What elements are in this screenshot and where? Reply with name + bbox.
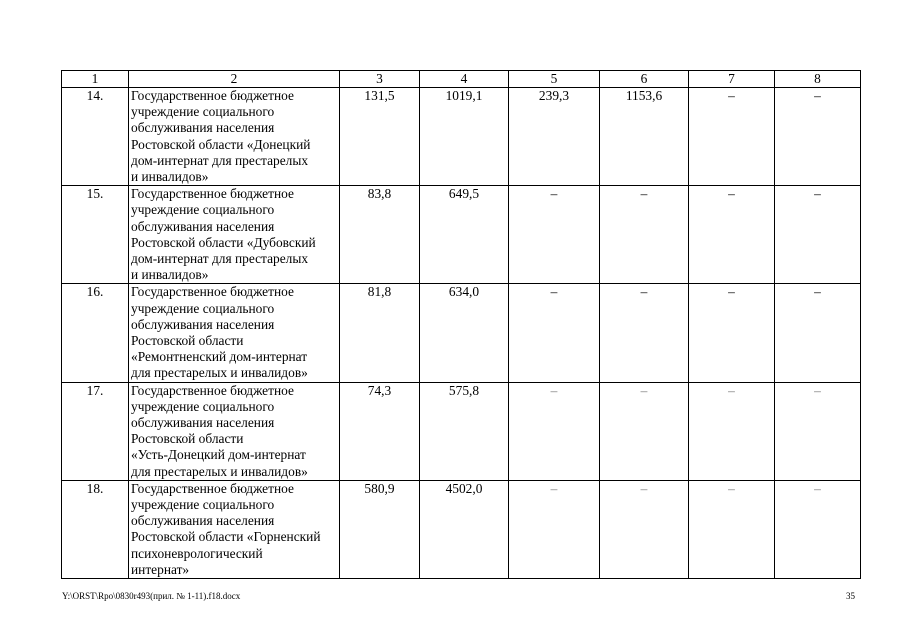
table-row [62,480,861,578]
cell-col-4: 1019,1 [420,88,509,186]
row-number: 16. [62,284,129,382]
cell-col-8: – [775,382,861,480]
table-row [62,88,861,186]
institution-name: Государственное бюджетное учреждение социального обслуживания населения Ростовской области «Дубовский дом-интернат для престарелых и инвалидов» [129,186,340,284]
cell-col-6: 1153,6 [600,88,689,186]
cell-col-6: – [600,480,689,578]
column-header: 4 [420,71,509,88]
cell-col-5: – [509,382,600,480]
institution-name: Государственное бюджетное учреждение социального обслуживания населения Ростовской области «Горненский психоневрологический интернат» [129,480,340,578]
row-number: 17. [62,382,129,480]
institution-name: Государственное бюджетное учреждение социального обслуживания населения Ростовской области «Донецкий дом-интернат для престарелых и инвалидов» [129,88,340,186]
cell-col-5: – [509,284,600,382]
page-number: 35 [846,591,855,601]
cell-col-7: – [689,480,775,578]
cell-col-3: 83,8 [340,186,420,284]
column-header: 6 [600,71,689,88]
cell-col-3: 74,3 [340,382,420,480]
column-header: 5 [509,71,600,88]
cell-col-6: – [600,382,689,480]
cell-col-4: 649,5 [420,186,509,284]
cell-col-6: – [600,186,689,284]
table-row [62,382,861,480]
column-header: 2 [129,71,340,88]
cell-col-8: – [775,88,861,186]
cell-col-7: – [689,186,775,284]
cell-col-7: – [689,382,775,480]
column-number-row [62,71,861,88]
cell-col-4: 634,0 [420,284,509,382]
cell-col-5: – [509,480,600,578]
cell-col-7: – [689,88,775,186]
cell-col-7: – [689,284,775,382]
row-number: 18. [62,480,129,578]
data-table [61,70,861,579]
cell-col-3: 131,5 [340,88,420,186]
table-row [62,186,861,284]
column-header: 8 [775,71,861,88]
cell-col-5: 239,3 [509,88,600,186]
column-header: 1 [62,71,129,88]
cell-col-8: – [775,480,861,578]
cell-col-3: 81,8 [340,284,420,382]
row-number: 14. [62,88,129,186]
cell-col-8: – [775,284,861,382]
cell-col-4: 4502,0 [420,480,509,578]
file-path-footer: Y:\ORST\Rpo\0830r493(прил. № 1-11).f18.docx [62,591,241,601]
cell-col-8: – [775,186,861,284]
cell-col-4: 575,8 [420,382,509,480]
column-header: 7 [689,71,775,88]
institution-name: Государственное бюджетное учреждение социального обслуживания населения Ростовской области «Ремонтненский дом-интернат для престарелых и инвалидов» [129,284,340,382]
cell-col-3: 580,9 [340,480,420,578]
column-header: 3 [340,71,420,88]
institution-name: Государственное бюджетное учреждение социального обслуживания населения Ростовской области «Усть-Донецкий дом-интернат для престарелых и инвалидов» [129,382,340,480]
table-row [62,284,861,382]
cell-col-5: – [509,186,600,284]
row-number: 15. [62,186,129,284]
cell-col-6: – [600,284,689,382]
